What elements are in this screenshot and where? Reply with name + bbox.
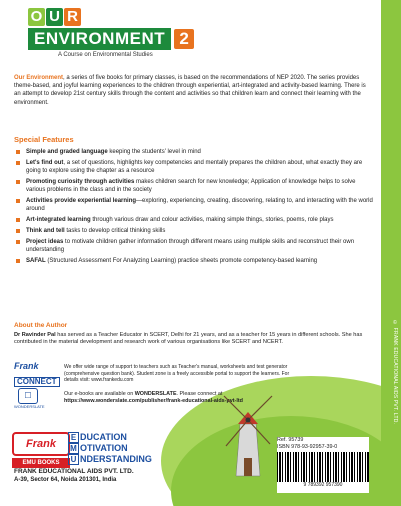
feature-text: (Structured Assessment For Analyzing Learning) practice sheets promote competency-based learning bbox=[45, 258, 318, 264]
emu-rest-motivation: OTIVATION bbox=[80, 443, 128, 453]
feature-text: tasks to develop critical thinking skills bbox=[64, 228, 166, 234]
intro-highlight: Our Environment bbox=[14, 75, 64, 81]
feature-item bbox=[14, 216, 374, 224]
logo-letter-r: R bbox=[64, 8, 81, 26]
spine-copyright: © FRANK EDUCATIONAL AIDS PVT. LTD. bbox=[392, 320, 398, 425]
frank-connect-logo bbox=[14, 361, 57, 389]
emu-rest-understanding: NDERSTANDING bbox=[80, 454, 152, 464]
feature-text: —exploring, experiencing, creating, discovering, relating to, and interacting with the world around bbox=[26, 198, 373, 212]
emu-word-motivation bbox=[68, 443, 152, 454]
barcode-digits: 9 789392 957390 bbox=[303, 482, 343, 488]
frank-connect-logo-top: Frank bbox=[14, 361, 39, 371]
frank-emu-logo bbox=[12, 432, 70, 468]
ws-line1-bold: WONDERSLATE bbox=[134, 391, 177, 397]
feature-text: keeping the students' level in mind bbox=[107, 149, 201, 155]
logo-letter-o: O bbox=[28, 8, 45, 26]
logo-subtitle: A Course on Environmental Studies bbox=[58, 52, 153, 58]
emu-acronym bbox=[68, 432, 152, 465]
logo-letter-u: U bbox=[46, 8, 63, 26]
feature-bold: SAFAL bbox=[26, 258, 46, 264]
feature-bold: Project ideas bbox=[26, 239, 64, 245]
logo-book-number: 2 bbox=[174, 29, 194, 49]
intro-text: , a series of five books for primary classes, is based on the recommendations of NEP 2020. The series provides theme-based, and joyful learning experiences to the children through experiential, art-integrated and activity-based learning. There is an attempt to develop 21st century skills through the content and activities so that children learn and connect their learning with the environment. bbox=[14, 75, 366, 106]
feature-bold: Activities provide experiential learning bbox=[26, 198, 137, 204]
feature-item bbox=[14, 159, 374, 175]
barcode-block bbox=[277, 437, 369, 493]
frank-badge: Frank bbox=[12, 432, 70, 456]
right-green-band bbox=[381, 0, 401, 506]
feature-text: to motivate children gather information through different means using multiple skills and reconstruct their own understanding bbox=[26, 239, 355, 253]
emu-letter-e: E bbox=[68, 432, 79, 443]
feature-item bbox=[14, 178, 374, 194]
emu-word-education bbox=[68, 432, 152, 443]
emu-rest-education: DUCATION bbox=[80, 432, 127, 442]
emu-books-badge: EMU BOOKS bbox=[12, 458, 70, 468]
feature-bold: Think and tell bbox=[26, 228, 65, 234]
feature-bold: Let's find out bbox=[26, 160, 64, 166]
intro-paragraph bbox=[14, 74, 374, 107]
special-features-title: Special Features bbox=[14, 135, 74, 144]
series-logo bbox=[28, 8, 194, 58]
feature-item bbox=[14, 227, 374, 235]
windmill-illustration bbox=[218, 384, 278, 484]
about-author-text bbox=[14, 332, 369, 347]
ws-line1-post: . Please connect at bbox=[176, 391, 223, 397]
feature-item bbox=[14, 257, 374, 265]
ws-line1-pre: Our e-books are available on bbox=[64, 391, 135, 397]
emu-word-understanding bbox=[68, 454, 152, 465]
special-features-list bbox=[14, 148, 374, 268]
feature-text: , a set of questions, highlights key competencies and mentally prepares the children about, what exactly they are going to explore using the chapter as a resource bbox=[26, 160, 363, 174]
publisher-name: FRANK EDUCATIONAL AIDS PVT. LTD. bbox=[14, 468, 134, 475]
logo-environment: ENVIRONMENT bbox=[28, 28, 171, 50]
frank-connect-text: We offer wide range of support to teachers such as Teacher's manual, worksheets and test generator (comprehensive question bank). Student zone is a freely accessible portal to support the learners. For details visit: www.frankedu.com bbox=[64, 364, 290, 384]
logo-our bbox=[28, 8, 194, 26]
about-author-title: About the Author bbox=[14, 322, 68, 329]
feature-item bbox=[14, 148, 374, 156]
feature-text: through various draw and colour activities, making simple things, stories, poems, role plays bbox=[90, 217, 334, 223]
feature-bold: Promoting curiosity through activities bbox=[26, 179, 135, 185]
feature-bold: Art-integrated learning bbox=[26, 217, 91, 223]
feature-bold: Simple and graded language bbox=[26, 149, 108, 155]
wonderslate-logo-label: WONDERSLATE bbox=[14, 404, 45, 409]
isbn-number: ISBN 978-93-92957-39-0 bbox=[277, 444, 338, 450]
feature-item bbox=[14, 197, 374, 213]
emu-letter-m: M bbox=[68, 443, 79, 454]
feature-text: makes children search for new knowledge; Application of knowledge helps to solve various problems in the class and in the society bbox=[26, 179, 356, 193]
frank-connect-logo-bottom: CONNECT bbox=[14, 377, 60, 387]
publisher-address: A-39, Sector 64, Noida 201301, India bbox=[14, 477, 117, 483]
logo-environment-row bbox=[28, 28, 194, 50]
feature-item bbox=[14, 238, 374, 254]
wonderslate-url: https://www.wonderslate.com/publisher/frank-educational-aids-pvt-ltd bbox=[64, 398, 243, 404]
author-name: Dr Ravinder Pal bbox=[14, 332, 56, 338]
emu-letter-u: U bbox=[68, 454, 79, 465]
ref-number: Ref. 95739 bbox=[277, 437, 304, 443]
barcode-bars bbox=[277, 452, 369, 482]
wonderslate-icon: ☐ bbox=[18, 388, 38, 404]
author-bio: has served as a Teacher Educator in SCERT, Delhi for 21 years, and as a teacher for 15 years in different schools. She has contributed in the material development and research work of various organisations like SCERT and NCERT. bbox=[14, 332, 363, 346]
